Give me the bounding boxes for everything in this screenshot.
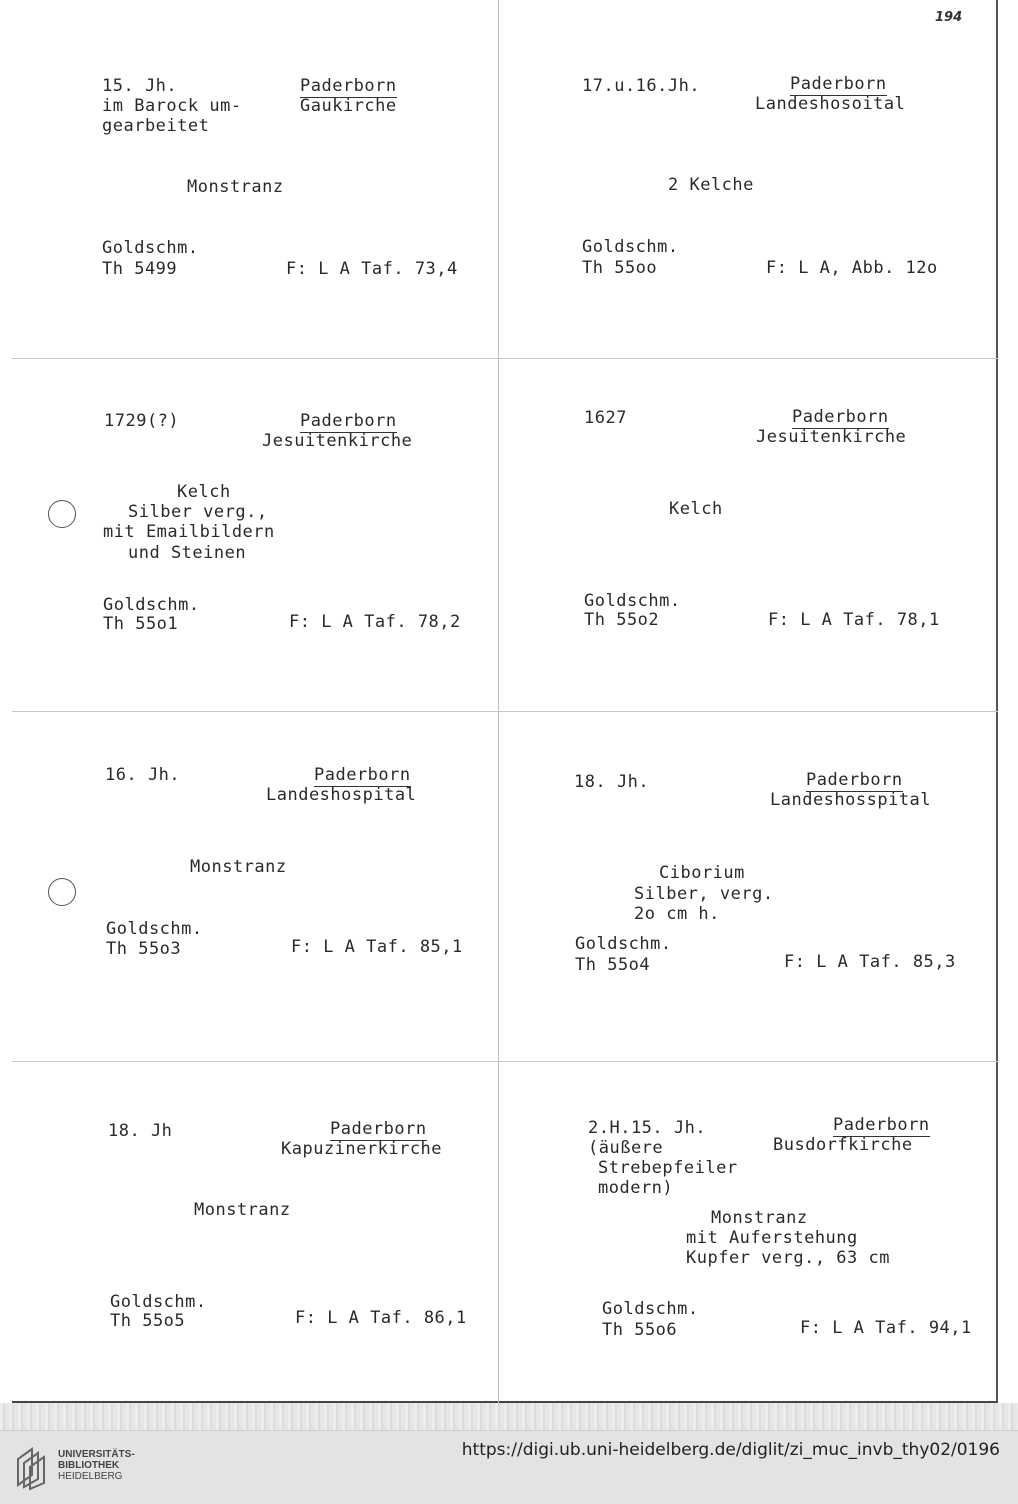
scanned-page bbox=[12, 0, 998, 1403]
library-logo-text bbox=[58, 1449, 135, 1482]
card-building: Kapuzinerkirche bbox=[281, 1139, 443, 1159]
card-inventory: Th 55o3 bbox=[106, 939, 182, 959]
card-object: Monstranz bbox=[711, 1208, 808, 1228]
card-place: Paderborn bbox=[806, 770, 903, 790]
card-object: Kupfer verg., 63 cm bbox=[686, 1248, 890, 1268]
permalink-url[interactable]: https://digi.ub.uni-heidelberg.de/diglit/zi_muc_invb_thy02/0196 bbox=[461, 1440, 1000, 1460]
row-divider bbox=[12, 1061, 998, 1062]
card-reference: F: L A, Abb. 12o bbox=[766, 258, 938, 278]
card-category: Goldschm. bbox=[602, 1299, 699, 1319]
card-building: Jesuitenkirche bbox=[262, 431, 413, 451]
card-date: im Barock um- bbox=[102, 96, 242, 116]
card-reference: F: L A Taf. 86,1 bbox=[295, 1308, 467, 1328]
card-object: und Steinen bbox=[128, 543, 247, 563]
card-category: Goldschm. bbox=[102, 238, 199, 258]
card-reference: F: L A Taf. 73,4 bbox=[286, 259, 458, 279]
card-category: Goldschm. bbox=[582, 237, 679, 257]
card-place: Paderborn bbox=[790, 74, 887, 94]
card-place: Paderborn bbox=[300, 76, 397, 96]
card-place: Paderborn bbox=[792, 407, 889, 427]
card-category: Goldschm. bbox=[575, 934, 672, 954]
card-inventory: Th 55o6 bbox=[602, 1320, 678, 1340]
card-inventory: Th 55oo bbox=[582, 258, 658, 278]
card-date: gearbeitet bbox=[102, 116, 210, 136]
card-place: Paderborn bbox=[330, 1119, 427, 1139]
row-divider bbox=[12, 358, 998, 359]
footer-bar bbox=[0, 1430, 1018, 1504]
logo-line: HEIDELBERG bbox=[58, 1471, 123, 1482]
card-object: Kelch bbox=[669, 499, 723, 519]
card-category: Goldschm. bbox=[110, 1292, 207, 1312]
card-reference: F: L A Taf. 94,1 bbox=[800, 1318, 972, 1338]
punch-hole bbox=[48, 878, 76, 906]
card-reference: F: L A Taf. 78,2 bbox=[289, 612, 461, 632]
card-object: 2o cm h. bbox=[634, 904, 720, 924]
card-place: Paderborn bbox=[833, 1115, 930, 1135]
card-building: Jesuitenkirche bbox=[756, 427, 907, 447]
card-date: 16. Jh. bbox=[105, 765, 181, 785]
card-reference: F: L A Taf. 78,1 bbox=[768, 610, 940, 630]
card-inventory: Th 5499 bbox=[102, 259, 178, 279]
card-date: 18. Jh bbox=[108, 1121, 173, 1141]
card-reference: F: L A Taf. 85,1 bbox=[291, 937, 463, 957]
card-date: (äußere bbox=[588, 1138, 664, 1158]
punch-hole bbox=[48, 500, 76, 528]
card-place: Paderborn bbox=[314, 765, 411, 785]
card-date: 18. Jh. bbox=[574, 772, 650, 792]
card-building: Landeshospital bbox=[266, 785, 417, 805]
card-date: 2.H.15. Jh. bbox=[588, 1118, 707, 1138]
card-object: Kelch bbox=[177, 482, 231, 502]
card-category: Goldschm. bbox=[584, 591, 681, 611]
card-object: mit Auferstehung bbox=[686, 1228, 858, 1248]
library-logo-icon bbox=[12, 1445, 52, 1491]
card-date: 1729(?) bbox=[104, 411, 180, 431]
row-divider bbox=[12, 711, 998, 712]
card-inventory: Th 55o2 bbox=[584, 610, 660, 630]
column-divider bbox=[498, 0, 499, 1403]
card-object: Silber verg., bbox=[128, 502, 268, 522]
card-date: 17.u.16.Jh. bbox=[582, 76, 701, 96]
card-building: Busdorfkirche bbox=[773, 1135, 913, 1155]
card-category: Goldschm. bbox=[103, 595, 200, 615]
card-object: Silber, verg. bbox=[634, 884, 774, 904]
card-inventory: Th 55o1 bbox=[103, 614, 179, 634]
card-date: 1627 bbox=[584, 408, 627, 428]
card-object: 2 Kelche bbox=[668, 175, 754, 195]
card-building: Landeshosspital bbox=[770, 790, 932, 810]
card-reference: F: L A Taf. 85,3 bbox=[784, 952, 956, 972]
card-object: Monstranz bbox=[194, 1200, 291, 1220]
card-inventory: Th 55o5 bbox=[110, 1311, 186, 1331]
card-object: Monstranz bbox=[187, 177, 284, 197]
card-object: Ciborium bbox=[659, 863, 745, 883]
card-place: Paderborn bbox=[300, 411, 397, 431]
scan-edge bbox=[0, 1403, 1018, 1430]
card-building: Landeshosoital bbox=[755, 94, 906, 114]
logo-line: UNIVERSITÄTS- bbox=[58, 1449, 135, 1460]
card-category: Goldschm. bbox=[106, 919, 203, 939]
card-date: 15. Jh. bbox=[102, 76, 178, 96]
card-object: mit Emailbildern bbox=[103, 522, 275, 542]
logo-line: BIBLIOTHEK bbox=[58, 1460, 120, 1471]
card-object: Monstranz bbox=[190, 857, 287, 877]
card-date: Strebepfeiler bbox=[598, 1158, 738, 1178]
card-date: modern) bbox=[598, 1178, 674, 1198]
page-number: 194 bbox=[935, 10, 963, 25]
card-inventory: Th 55o4 bbox=[575, 955, 651, 975]
card-building: Gaukirche bbox=[300, 96, 397, 116]
